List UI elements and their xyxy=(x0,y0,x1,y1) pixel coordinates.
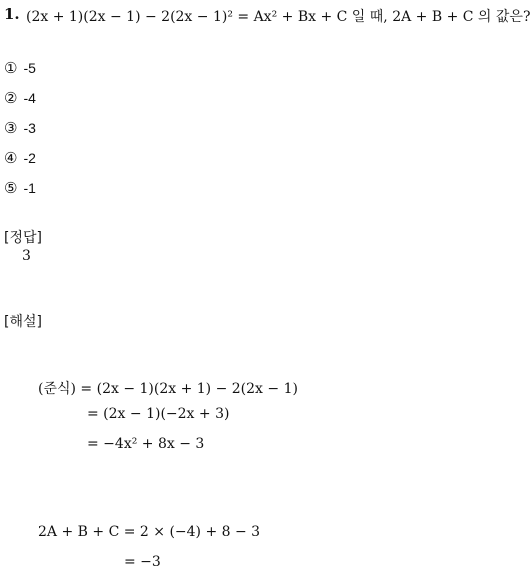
explanation-line-3: = −4x² + 8x − 3 xyxy=(87,436,205,452)
choice-5-mark: ⑤ xyxy=(4,179,18,197)
explanation-line-4: 2A + B + C = 2 × (−4) + 8 − 3 xyxy=(38,524,261,540)
choice-4-value: -2 xyxy=(23,150,36,166)
choice-1-value: -5 xyxy=(23,60,36,76)
choice-5-value: -1 xyxy=(23,180,36,196)
question-number: 1. xyxy=(4,5,20,23)
choice-5[interactable] xyxy=(4,179,36,197)
explanation-label: [해설] xyxy=(4,314,42,330)
choice-3-mark: ③ xyxy=(4,119,18,137)
choice-4[interactable] xyxy=(4,149,36,167)
choice-2-mark: ② xyxy=(4,89,18,107)
explanation-line-2: = (2x − 1)(−2x + 3) xyxy=(87,406,230,422)
answer-value: 3 xyxy=(22,248,31,264)
choice-1[interactable] xyxy=(4,59,36,77)
choice-1-mark: ① xyxy=(4,59,18,77)
choice-4-mark: ④ xyxy=(4,149,18,167)
choice-3[interactable] xyxy=(4,119,36,137)
explanation-line-5: = −3 xyxy=(124,554,161,570)
explanation-line-1: (준식) = (2x − 1)(2x + 1) − 2(2x − 1) xyxy=(38,381,298,397)
answer-label: [정답] xyxy=(4,230,42,246)
choice-3-value: -3 xyxy=(23,120,36,136)
question-text: (2x + 1)(2x − 1) − 2(2x − 1)² = Ax² + Bx + C 일 때, 2A + B + C 의 값은? xyxy=(26,9,530,25)
choice-2-value: -4 xyxy=(23,90,36,106)
choice-2[interactable] xyxy=(4,89,36,107)
